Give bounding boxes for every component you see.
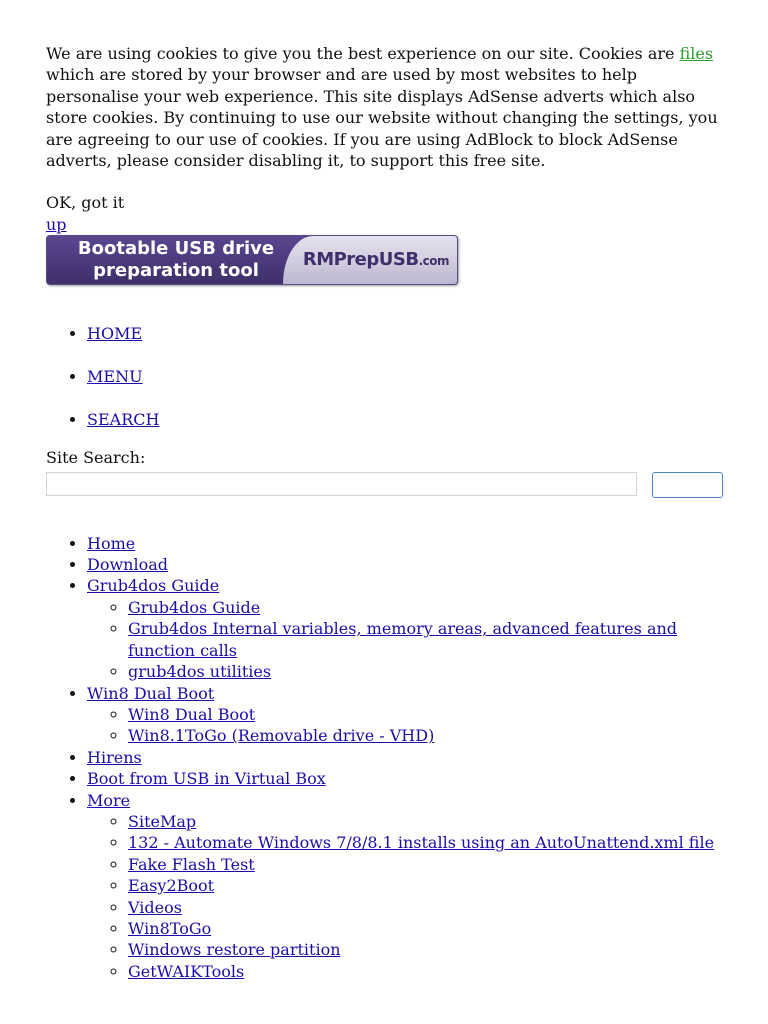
menu-link-hirens[interactable]: Hirens xyxy=(87,747,142,767)
menu-item-win8-dual-boot xyxy=(87,683,723,747)
banner-line-2: preparation tool xyxy=(93,260,259,282)
site-banner-logo[interactable] xyxy=(46,235,458,285)
submenu-link-windows-restore[interactable]: Windows restore partition xyxy=(128,940,341,960)
submenu-item xyxy=(128,897,723,918)
menu-link-home[interactable]: Home xyxy=(87,533,136,553)
top-nav-item-menu xyxy=(87,345,723,388)
submenu-grub4dos xyxy=(87,597,723,683)
submenu-win8 xyxy=(87,704,723,747)
submenu-item xyxy=(128,918,723,939)
cookie-notice xyxy=(46,43,723,171)
menu-item-more xyxy=(87,790,723,983)
top-nav-link-search[interactable]: • SEARCH xyxy=(87,410,160,430)
search-input[interactable] xyxy=(46,472,637,496)
submenu-link-win81togo[interactable]: Win8.1ToGo (Removable drive - VHD) xyxy=(128,726,435,746)
menu-link-more[interactable]: More xyxy=(87,790,131,810)
submenu-link-grub4dos-guide[interactable]: Grub4dos Guide xyxy=(128,597,261,617)
submenu-item xyxy=(128,832,723,853)
top-nav-link-home[interactable]: • HOME xyxy=(87,324,143,344)
cookie-files-link[interactable]: files xyxy=(679,44,714,63)
submenu-link-videos[interactable]: Videos xyxy=(128,897,182,917)
banner-brand-suffix: .com xyxy=(418,254,449,269)
menu-link-virtualbox[interactable]: Boot from USB in Virtual Box xyxy=(87,769,326,789)
banner-brand-name: RMPrepUSB xyxy=(302,249,419,271)
submenu-link-fake-flash-test[interactable]: Fake Flash Test xyxy=(128,854,255,874)
top-nav-item-home xyxy=(87,302,723,345)
menu-item-hirens xyxy=(87,747,723,768)
submenu-item xyxy=(128,725,723,746)
submenu-link-easy2boot[interactable]: Easy2Boot xyxy=(128,876,215,896)
top-nav-item-search xyxy=(87,388,723,431)
submenu-link-grub4dos-internals[interactable]: Grub4dos Internal variables, memory areas, advanced features and function calls xyxy=(128,619,678,660)
submenu-link-grub4dos-utilities[interactable]: grub4dos utilities xyxy=(128,662,272,682)
submenu-more xyxy=(87,811,723,982)
submenu-link-autounattend[interactable]: 132 - Automate Windows 7/8/8.1 installs using an AutoUnattend.xml file xyxy=(128,833,715,853)
top-nav xyxy=(46,302,723,431)
submenu-item xyxy=(128,854,723,875)
submenu-item xyxy=(128,939,723,960)
submenu-item xyxy=(128,597,723,618)
up-link[interactable]: up xyxy=(46,214,67,234)
banner-brand xyxy=(283,236,457,284)
submenu-link-sitemap[interactable]: SiteMap xyxy=(128,811,197,831)
submenu-item xyxy=(128,961,723,982)
search-row xyxy=(46,472,723,502)
menu-link-grub4dos-guide[interactable]: Grub4dos Guide xyxy=(87,576,220,596)
cookie-text-part-2: which are stored by your browser and are used by most websites to help personalise your web experience. This site displays AdSense adverts which also store cookies. By continuing to use our website without changing the settings, you are agreeing to our use of cookies. If you are using AdBlock to block AdSense adverts, please consider disabling it, to support this free site. xyxy=(46,65,718,171)
cookie-ok-button[interactable]: OK, got it xyxy=(46,193,125,213)
top-nav-link-menu[interactable]: • MENU xyxy=(87,367,143,387)
submenu-link-getwaiktools[interactable]: GetWAIKTools xyxy=(128,961,245,981)
submenu-item xyxy=(128,875,723,896)
submenu-link-win8togo[interactable]: Win8ToGo xyxy=(128,918,212,938)
site-search-label: Site Search: xyxy=(46,448,146,468)
menu-item-download xyxy=(87,554,723,575)
banner-line-1: Bootable USB drive xyxy=(77,238,275,260)
submenu-item xyxy=(128,811,723,832)
menu-link-win8-dual-boot[interactable]: Win8 Dual Boot xyxy=(87,683,215,703)
submenu-item xyxy=(128,704,723,725)
menu-item-home xyxy=(87,533,723,554)
submenu-item xyxy=(128,618,723,661)
submenu-link-win8-dual-boot[interactable]: Win8 Dual Boot xyxy=(128,704,256,724)
submenu-item xyxy=(128,661,723,682)
menu-item-virtualbox xyxy=(87,768,723,789)
menu-item-grub4dos-guide xyxy=(87,575,723,682)
menu-link-download[interactable]: Download xyxy=(87,555,168,575)
search-button[interactable] xyxy=(652,472,723,498)
site-menu xyxy=(46,533,723,983)
banner-tagline xyxy=(47,236,305,284)
cookie-text-part-1: We are using cookies to give you the best experience on our site. Cookies are xyxy=(46,44,680,63)
